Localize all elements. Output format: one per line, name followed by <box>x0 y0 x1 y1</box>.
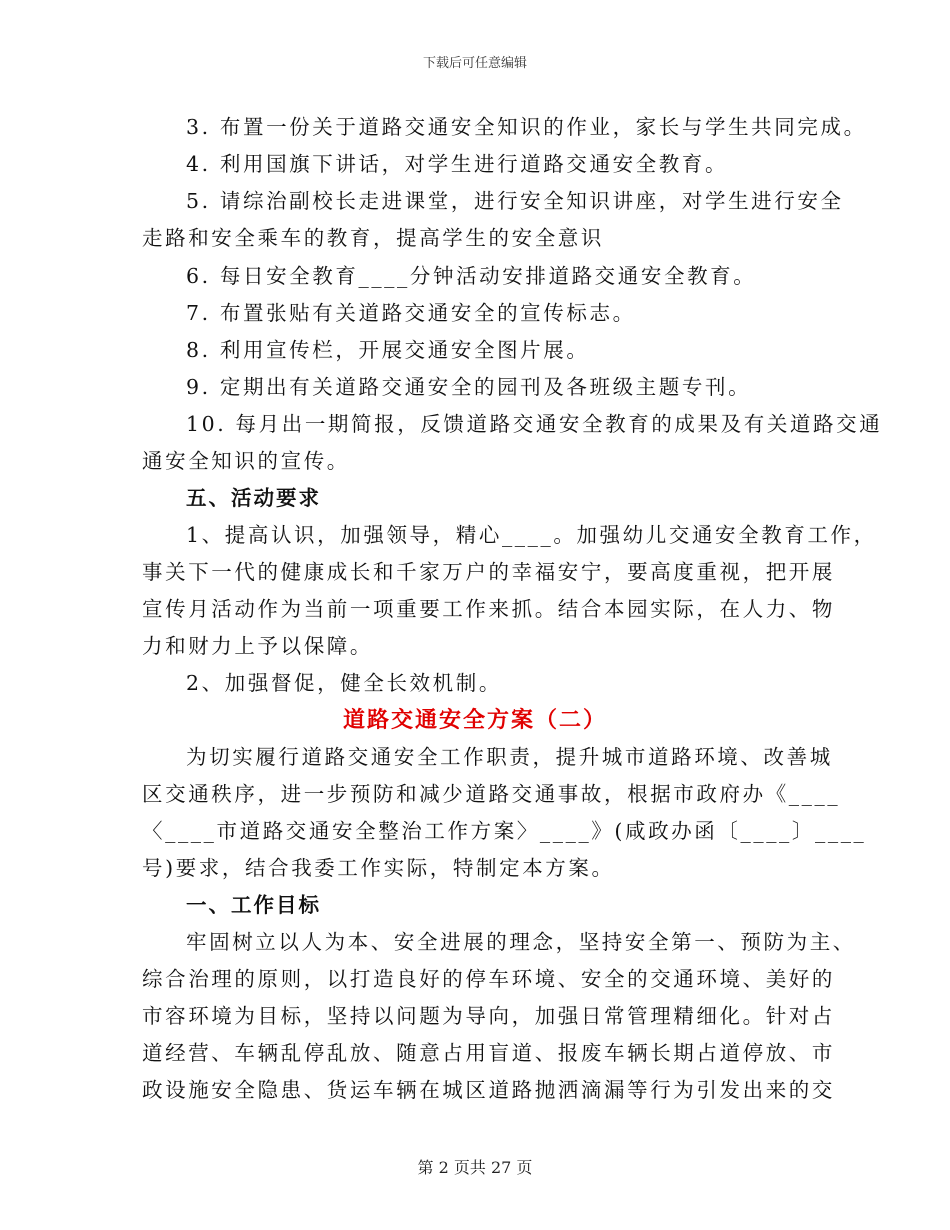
text-line: 通安全知识的宣传。 <box>142 449 350 473</box>
text-line: 力和财力上予以保障。 <box>142 634 373 658</box>
text-line: 2、加强督促，健全长效机制。 <box>186 671 502 695</box>
text-line: 6. 每日安全教育____分钟活动安排道路交通安全教育。 <box>186 264 757 288</box>
text-line: 3. 布置一份关于道路交通安全知识的作业，家长与学生共同完成。 <box>186 115 867 139</box>
page-header: 下载后可任意编辑 <box>422 56 527 71</box>
text-line: 4. 利用国旗下讲话，对学生进行道路交通安全教育。 <box>186 152 729 176</box>
text-line: 1、提高认识，加强领导，精心____。加强幼儿交通安全教育工作， <box>186 523 877 547</box>
document-title: 道路交通安全方案（二） <box>342 707 607 733</box>
text-line: 事关下一代的健康成长和千家万户的幸福安宁，要高度重视，把开展 <box>142 560 835 584</box>
text-line: 9. 定期出有关道路交通安全的园刊及各班级主题专刊。 <box>186 375 752 399</box>
text-line: 7. 布置张贴有关道路交通安全的宣传标志。 <box>186 301 636 325</box>
text-line: 5. 请综治副校长走进课堂，进行安全知识讲座，对学生进行安全 <box>186 189 844 213</box>
text-line: 为切实履行道路交通安全工作职责，提升城市道路环境、改善城 <box>186 745 833 769</box>
text-line: 牢固树立以人为本、安全进展的理念，坚持安全第一、预防为主、 <box>186 930 856 954</box>
text-line: 区交通秩序，进一步预防和减少道路交通事故，根据市政府办《____ <box>142 782 841 806</box>
text-line: 道经营、车辆乱停乱放、随意占用盲道、报废车辆长期占道停放、市 <box>142 1041 835 1065</box>
text-line: 市容环境为目标，坚持以问题为导向，加强日常管理精细化。针对占 <box>142 1004 835 1028</box>
text-line: 走路和安全乘车的教育，提高学生的安全意识 <box>142 226 604 250</box>
text-line: 号)要求，结合我委工作实际，特制定本方案。 <box>142 856 615 880</box>
text-line: 8. 利用宣传栏，开展交通安全图片展。 <box>186 338 590 362</box>
text-line: 政设施安全隐患、货运车辆在城区道路抛洒滴漏等行为引发出来的交 <box>142 1078 835 1102</box>
section-heading: 五、活动要求 <box>186 486 321 510</box>
page-footer: 第 2 页共 27 页 <box>417 1158 533 1177</box>
text-line: 10. 每月出一期简报，反馈道路交通安全教育的成果及有关道路交通 <box>186 412 883 436</box>
text-line: 〈____市道路交通安全整治工作方案〉____》(咸政办函〔____〕____ <box>142 819 867 843</box>
text-line: 综合治理的原则，以打造良好的停车环境、安全的交通环境、美好的 <box>142 967 835 991</box>
section-heading: 一、工作目标 <box>186 893 321 917</box>
text-line: 宣传月活动作为当前一项重要工作来抓。结合本园实际，在人力、物 <box>142 597 835 621</box>
